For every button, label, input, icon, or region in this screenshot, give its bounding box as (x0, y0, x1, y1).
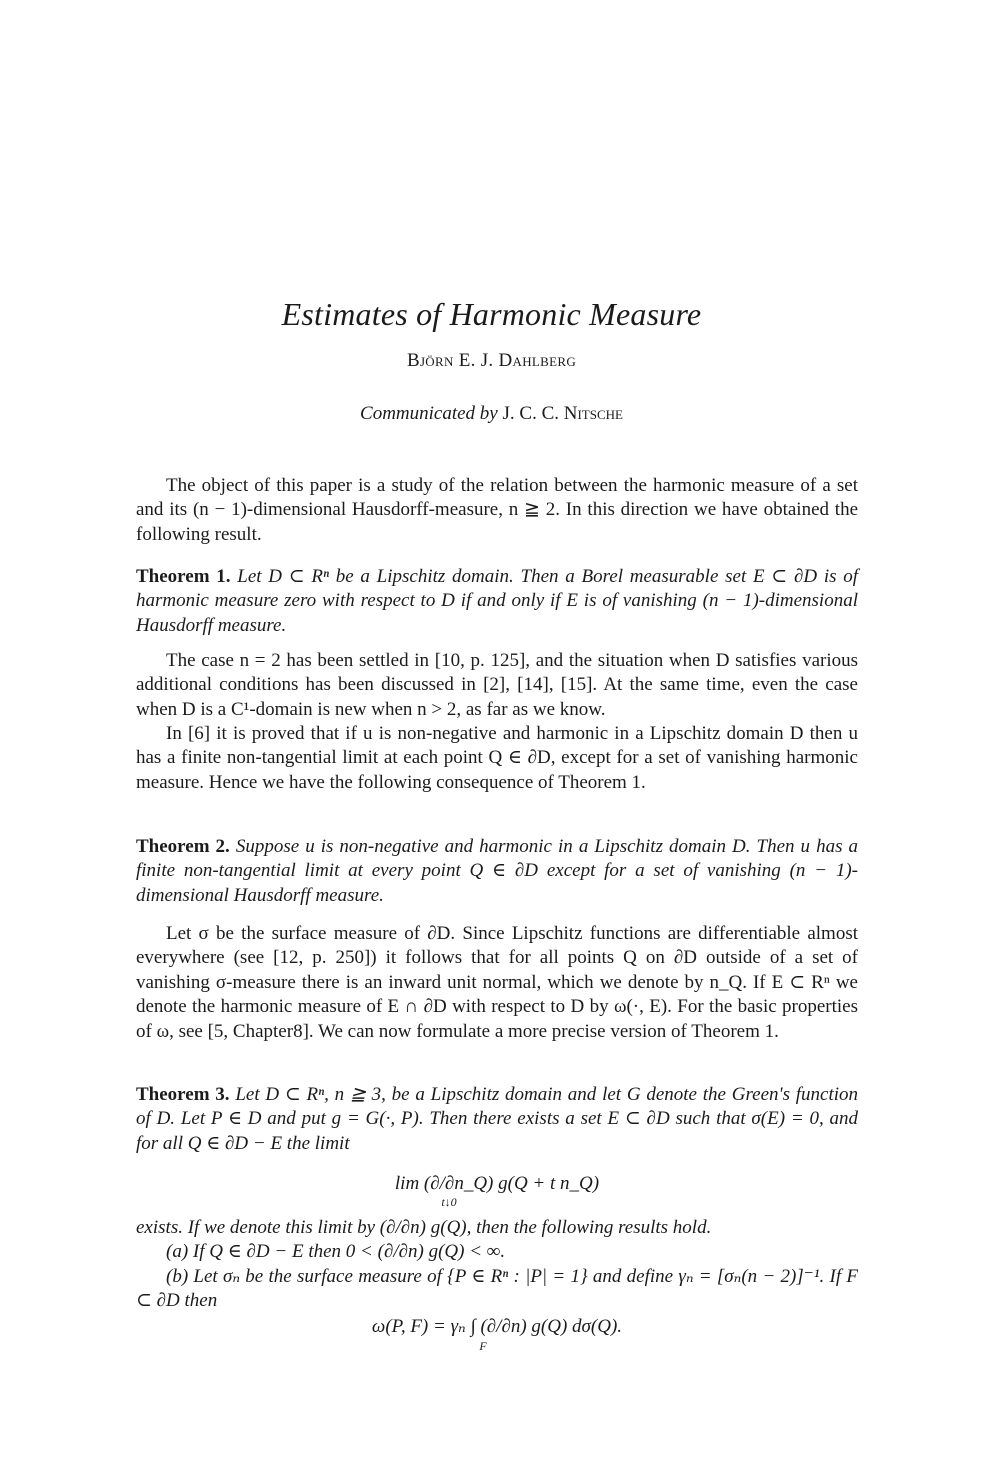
paper-author: Björn E. J. Dahlberg (406, 350, 577, 371)
paragraph-surface-measure: Let σ be the surface measure of ∂D. Since Lipschitz functions are differentiable almost everywhere (see [12, p. 250]) it follows that for all points Q on ∂D outside of a set of vanishing σ-measure there is an inward unit normal, which we denote by n_Q. If E ⊂ Rⁿ we denote the harmonic measure of E ∩ ∂D with respect to D by ω(·, E). For the basic properties of ω, see [5, Chapter8]. We can now formulate a more precise version of Theorem 1. (136, 923, 858, 1042)
theorem-2-label: Theorem 2. (136, 836, 230, 857)
communicated-by (0, 403, 983, 425)
intro-paragraph: The object of this paper is a study of the relation between the harmonic measure of a set and its (n − 1)-dimensional Hausdorff-measure, n ≧ 2. In this direction we have obtained the following result. (136, 475, 858, 545)
item-a: (a) If Q ∈ ∂D − E then 0 < (∂/∂n) g(Q) < ∞. (166, 1241, 506, 1262)
theorem-1-label: Theorem 1. (136, 566, 231, 587)
item-b: (b) Let σₙ be the surface measure of {P ∈ Rⁿ : |P| = 1} and define γₙ = [σₙ(n − 2)]⁻¹. If F ⊂ ∂D then (136, 1266, 858, 1312)
limit-formula (136, 1173, 858, 1209)
communicated-name: J. C. C. Nitsche (502, 403, 623, 424)
paper-title: Estimates of Harmonic Measure (281, 296, 702, 332)
paragraph-lipschitz-limit: In [6] it is proved that if u is non-negative and harmonic in a Lipschitz domain D then u has a finite non-tangential limit at each point Q ∈ ∂D, except for a set of vanishing harmonic measure. Hence we have the following consequence of Theorem 1. (136, 723, 858, 793)
theorem-3-text: Let D ⊂ Rⁿ, n ≧ 3, be a Lipschitz domain and let G denote the Green's function of D. Let P ∈ D and put g = G(·, P). Then there exists a set E ⊂ ∂D such that σ(E) = 0, and for all Q ∈ ∂D − E the limit (136, 1084, 859, 1154)
harmonic-measure-expression: ω(P, F) = γₙ ∫ (∂/∂n) g(Q) dσ(Q). (371, 1316, 623, 1337)
theorem-2-text: Suppose u is non-negative and harmonic in a Lipschitz domain D. Then u has a finite non-tangential limit at every point Q ∈ ∂D except for a set of vanishing (n − 1)-dimensional Hausdorff measure. (136, 836, 859, 906)
limit-subscript: t↓0 (441, 1195, 457, 1209)
theorem-1 (136, 565, 858, 638)
harmonic-measure-formula (136, 1315, 858, 1353)
limit-expression: lim (∂/∂n_Q) g(Q + t n_Q) (394, 1173, 600, 1194)
integral-subscript: F (479, 1339, 487, 1353)
theorem-3-label: Theorem 3. (136, 1084, 230, 1105)
theorem-1-text: Let D ⊂ Rⁿ be a Lipschitz domain. Then a Borel measurable set E ⊂ ∂D is of harmonic measure zero with respect to D if and only if E is of vanishing (n − 1)-dimensional Hausdorff measure. (136, 566, 859, 636)
paragraph-case-n2: The case n = 2 has been settled in [10, p. 125], and the situation when D satisfies various additional conditions has been discussed in [2], [14], [15]. At the same time, even the case when D is a C¹-domain is new when n > 2, as far as we know. (136, 650, 858, 720)
theorem-2 (136, 835, 858, 908)
theorem-3 (136, 1083, 858, 1156)
exists-statement: exists. If we denote this limit by (∂/∂n) g(Q), then the following results hold. (136, 1217, 712, 1238)
communicated-prefix: Communicated by (360, 403, 498, 424)
